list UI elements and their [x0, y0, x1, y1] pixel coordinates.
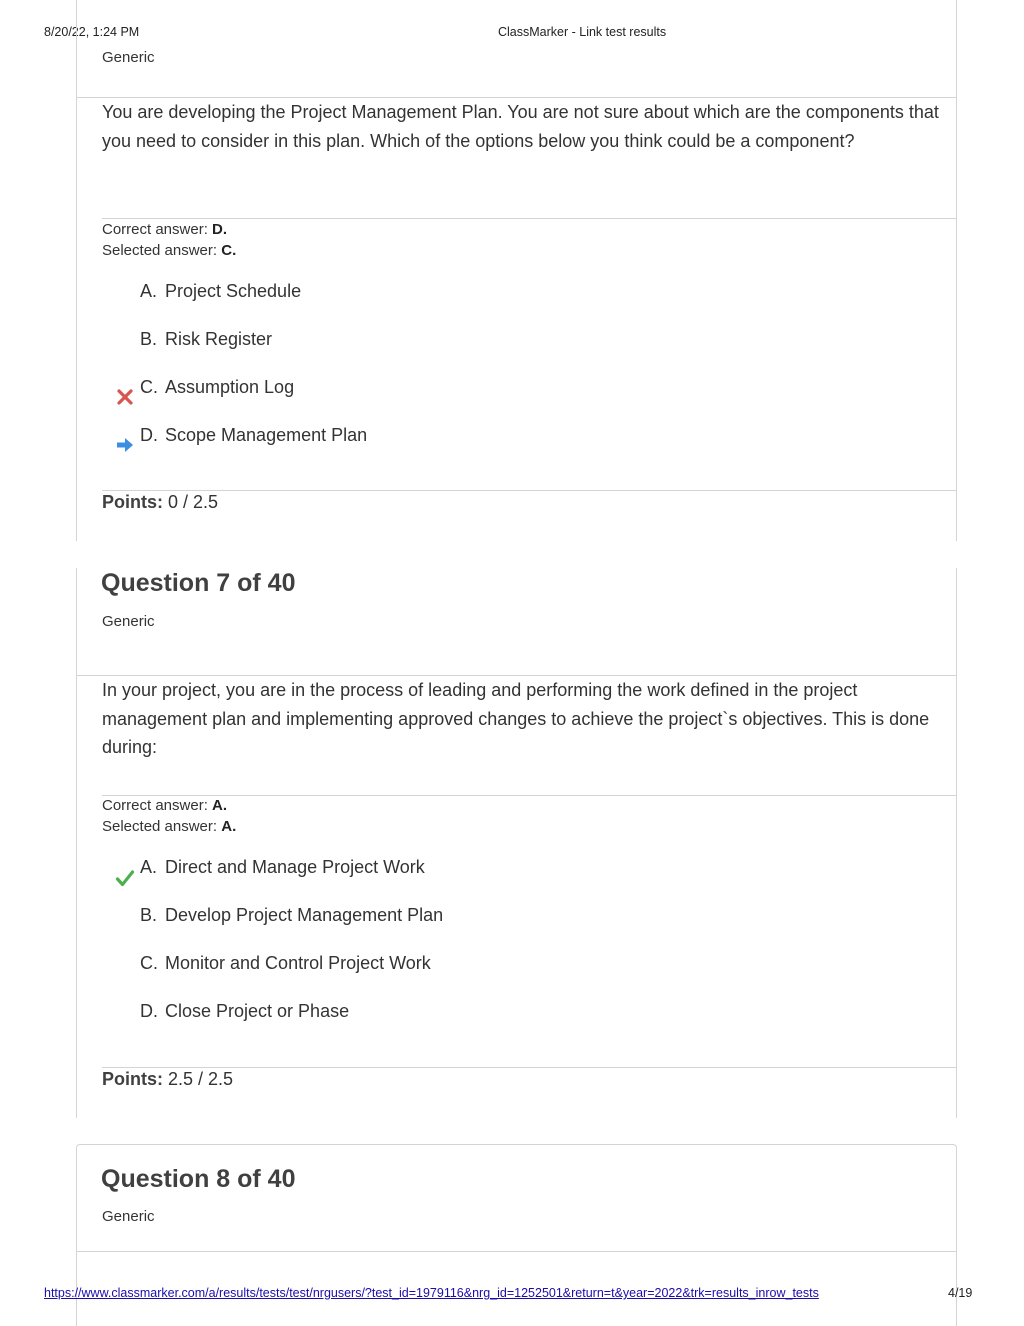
question-category: Generic: [102, 613, 155, 630]
correct-answer-value: A.: [212, 797, 228, 814]
option-letter: B.: [140, 905, 158, 925]
question-category: Generic: [102, 1208, 155, 1225]
question-6-card: [76, 0, 957, 541]
option-b: [140, 329, 272, 350]
selected-answer-line: [102, 240, 236, 261]
question-text: In your project, you are in the process of leading and performing the work defined in the project management plan and implementing approved changes to achieve the project`s objectives. This is done during:: [102, 680, 930, 757]
print-date: 8/20/22, 1:24 PM: [44, 25, 140, 39]
correct-answer-line: [102, 795, 227, 816]
selected-answer-label: Selected answer:: [102, 818, 218, 835]
divider: [77, 1251, 957, 1252]
question-title: Question 7 of 40: [101, 569, 296, 597]
option-d: [140, 1001, 349, 1022]
option-letter: C.: [140, 377, 158, 397]
option-text: Close Project or Phase: [165, 1001, 350, 1021]
correct-answer-label: Correct answer:: [102, 221, 208, 238]
option-b: [140, 905, 443, 926]
question-category: Generic: [102, 49, 155, 66]
option-text: Monitor and Control Project Work: [165, 953, 431, 973]
points-line: [102, 1069, 233, 1090]
option-text: Scope Management Plan: [165, 425, 368, 445]
option-d: [140, 425, 367, 446]
points-label: Points:: [102, 1069, 163, 1089]
option-a: [140, 281, 301, 302]
divider: [102, 218, 957, 219]
option-text: Risk Register: [165, 329, 273, 349]
correct-arrow-icon: [115, 435, 135, 455]
option-text: Develop Project Management Plan: [165, 905, 444, 925]
print-title: ClassMarker - Link test results: [498, 25, 667, 39]
option-text: Assumption Log: [165, 377, 295, 397]
option-letter: C.: [140, 953, 158, 973]
option-text: Project Schedule: [165, 281, 302, 301]
points-line: [102, 492, 218, 513]
option-letter: D.: [140, 425, 158, 445]
question-title: Question 8 of 40: [101, 1165, 296, 1193]
correct-answer-line: [102, 219, 227, 240]
option-letter: D.: [140, 1001, 158, 1021]
selected-answer-line: [102, 816, 236, 837]
option-c: [140, 953, 431, 974]
selected-answer-value: C.: [221, 242, 237, 259]
divider: [102, 795, 957, 796]
question-text: You are developing the Project Management Plan. You are not sure about which are the components that you need to consider in this plan. Which of the options below you think could be a component?: [102, 102, 939, 151]
points-value: 0 / 2.5: [168, 492, 219, 512]
option-text: Direct and Manage Project Work: [165, 857, 425, 877]
divider: [102, 490, 957, 491]
question-7-card: [76, 568, 957, 1118]
page-number: 4/19: [948, 1286, 973, 1300]
divider: [102, 1067, 957, 1068]
correct-answer-value: D.: [212, 221, 228, 238]
option-a: [140, 857, 425, 878]
option-letter: B.: [140, 329, 158, 349]
selected-answer-value: A.: [221, 818, 237, 835]
option-letter: A.: [140, 281, 158, 301]
points-label: Points:: [102, 492, 163, 512]
checkmark-icon: [115, 868, 135, 888]
correct-answer-label: Correct answer:: [102, 797, 208, 814]
selected-answer-label: Selected answer:: [102, 242, 218, 259]
option-c: [140, 377, 294, 398]
option-letter: A.: [140, 857, 158, 877]
wrong-x-icon: [115, 387, 135, 407]
points-value: 2.5 / 2.5: [168, 1069, 234, 1089]
print-footer-url[interactable]: https://www.classmarker.com/a/results/tests/test/nrgusers/?test_id=1979116&nrg_id=1252501&return=t&year=2022&trk=results_inrow_tests: [44, 1286, 819, 1300]
